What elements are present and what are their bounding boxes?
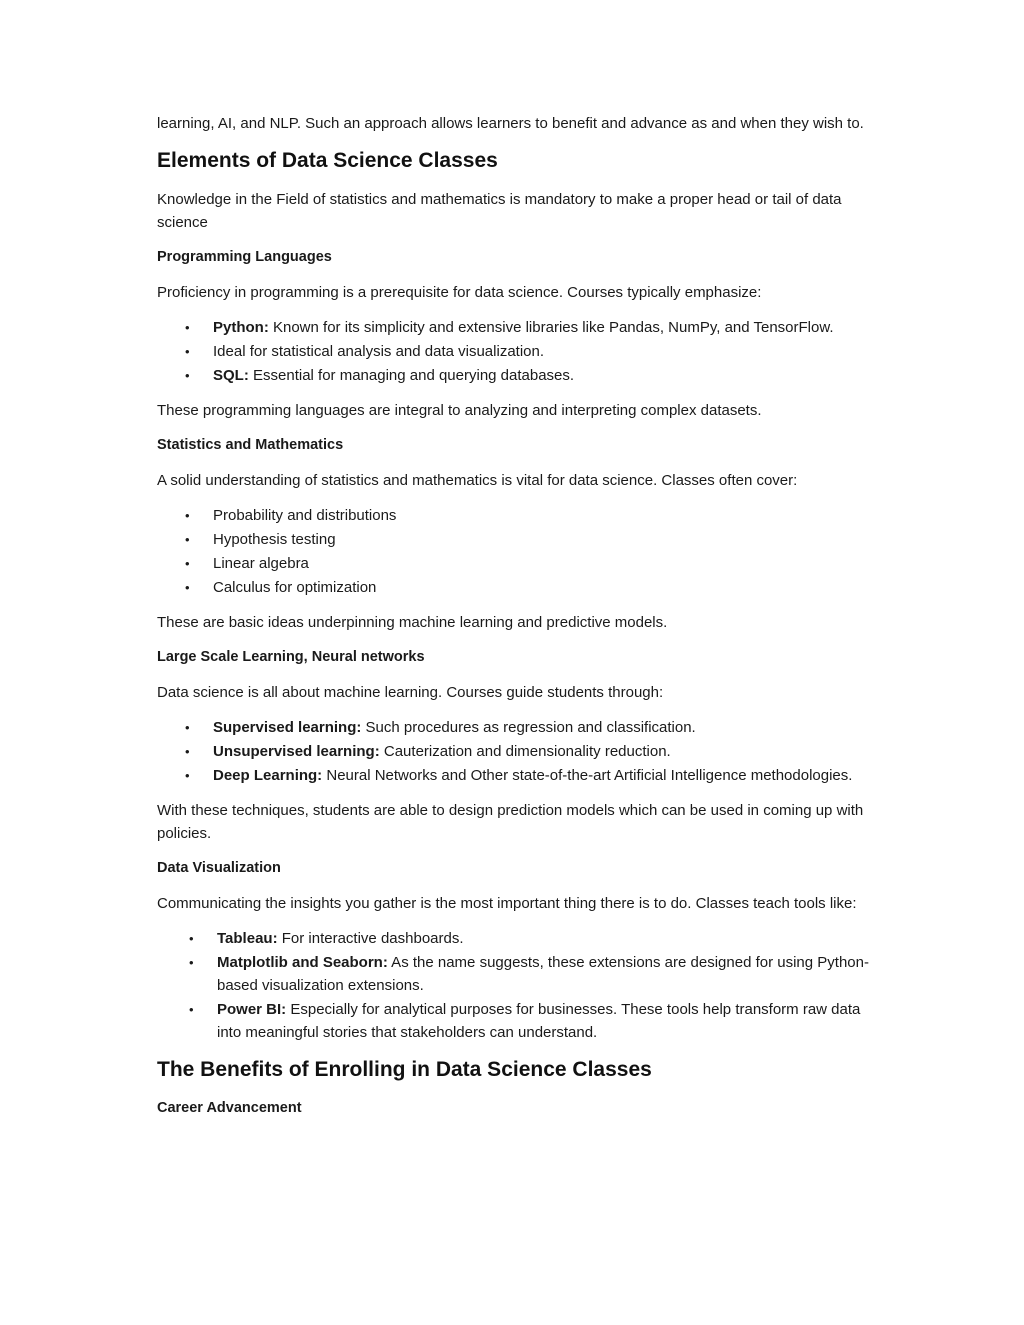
bullet-icon: •	[185, 556, 190, 571]
list-item-term: Unsupervised learning:	[213, 743, 380, 760]
data-visualization-list	[157, 927, 877, 1044]
list-item	[157, 998, 877, 1044]
list-item	[157, 528, 877, 551]
section-heading-elements: Elements of Data Science Classes	[157, 149, 498, 172]
bullet-icon: •	[185, 720, 190, 735]
list-item-term: Python:	[213, 319, 269, 336]
list-item-text: Calculus for optimization	[213, 579, 377, 596]
list-item-term: Matplotlib and Seaborn:	[217, 954, 388, 971]
subheading-data-visualization: Data Visualization	[157, 860, 281, 876]
list-item	[157, 951, 877, 997]
list-item-text: Cauterization and dimensionality reduction.	[379, 743, 671, 760]
list-item	[157, 504, 877, 527]
list-item-text: Hypothesis testing	[213, 531, 336, 548]
intro-paragraph: learning, AI, and NLP. Such an approach allows learners to benefit and advance as and when they wish to.	[157, 115, 864, 132]
statistics-list	[157, 504, 877, 599]
list-item	[157, 340, 877, 363]
list-item-text: Essential for managing and querying databases.	[248, 367, 575, 384]
programming-outro: These programming languages are integral to analyzing and interpreting complex datasets.	[157, 402, 762, 419]
list-item-text: Linear algebra	[213, 555, 309, 572]
section-intro-paragraph: Knowledge in the Field of statistics and mathematics is mandatory to make a proper head or tail of data science	[157, 191, 842, 231]
subheading-statistics: Statistics and Mathematics	[157, 437, 344, 453]
document-page	[157, 112, 877, 1132]
list-item-text: Ideal for statistical analysis and data visualization.	[213, 343, 545, 360]
subheading-career-advancement: Career Advancement	[157, 1100, 302, 1116]
bullet-icon: •	[185, 320, 190, 335]
bullet-icon: •	[189, 931, 194, 946]
section-heading-benefits: The Benefits of Enrolling in Data Science Classes	[157, 1058, 652, 1081]
machine-learning-outro: With these techniques, students are able to design prediction models which can be used in coming up with policies.	[157, 802, 864, 842]
list-item-text: Especially for analytical purposes for businesses. These tools help transform raw data into meaningful stories that stakeholders can understand.	[217, 1001, 861, 1041]
machine-learning-intro: Data science is all about machine learning. Courses guide students through:	[157, 684, 664, 701]
list-item	[157, 764, 877, 787]
data-visualization-intro: Communicating the insights you gather is the most important thing there is to do. Classes teach tools like:	[157, 895, 857, 912]
list-item-term: Deep Learning:	[213, 767, 323, 784]
list-item-term: Tableau:	[217, 930, 278, 947]
list-item-text: Known for its simplicity and extensive libraries like Pandas, NumPy, and TensorFlow.	[268, 319, 834, 336]
list-item-text: Probability and distributions	[213, 507, 397, 524]
list-item	[157, 740, 877, 763]
list-item	[157, 316, 877, 339]
list-item	[157, 552, 877, 575]
bullet-icon: •	[185, 532, 190, 547]
list-item	[157, 927, 877, 950]
list-item	[157, 576, 877, 599]
list-item-text: Neural Networks and Other state-of-the-art Artificial Intelligence methodologies.	[322, 767, 853, 784]
bullet-icon: •	[185, 368, 190, 383]
bullet-icon: •	[185, 768, 190, 783]
bullet-icon: •	[185, 344, 190, 359]
list-item-term: SQL:	[213, 367, 249, 384]
list-item-text: As the name suggests, these extensions are designed for using Python-based visualization extensions.	[217, 954, 869, 994]
bullet-icon: •	[185, 580, 190, 595]
machine-learning-list	[157, 716, 877, 787]
statistics-outro: These are basic ideas underpinning machine learning and predictive models.	[157, 614, 668, 631]
list-item-term: Power BI:	[217, 1001, 287, 1018]
subheading-programming: Programming Languages	[157, 249, 332, 265]
bullet-icon: •	[189, 955, 194, 970]
programming-list	[157, 316, 877, 387]
list-item-text: Such procedures as regression and classification.	[361, 719, 696, 736]
list-item	[157, 716, 877, 739]
bullet-icon: •	[189, 1002, 194, 1017]
list-item	[157, 364, 877, 387]
statistics-intro: A solid understanding of statistics and mathematics is vital for data science. Classes often cover:	[157, 472, 798, 489]
list-item-text: For interactive dashboards.	[277, 930, 464, 947]
programming-intro: Proficiency in programming is a prerequisite for data science. Courses typically emphasize:	[157, 284, 762, 301]
bullet-icon: •	[185, 744, 190, 759]
list-item-term: Supervised learning:	[213, 719, 362, 736]
subheading-machine-learning: Large Scale Learning, Neural networks	[157, 649, 425, 665]
bullet-icon: •	[185, 508, 190, 523]
